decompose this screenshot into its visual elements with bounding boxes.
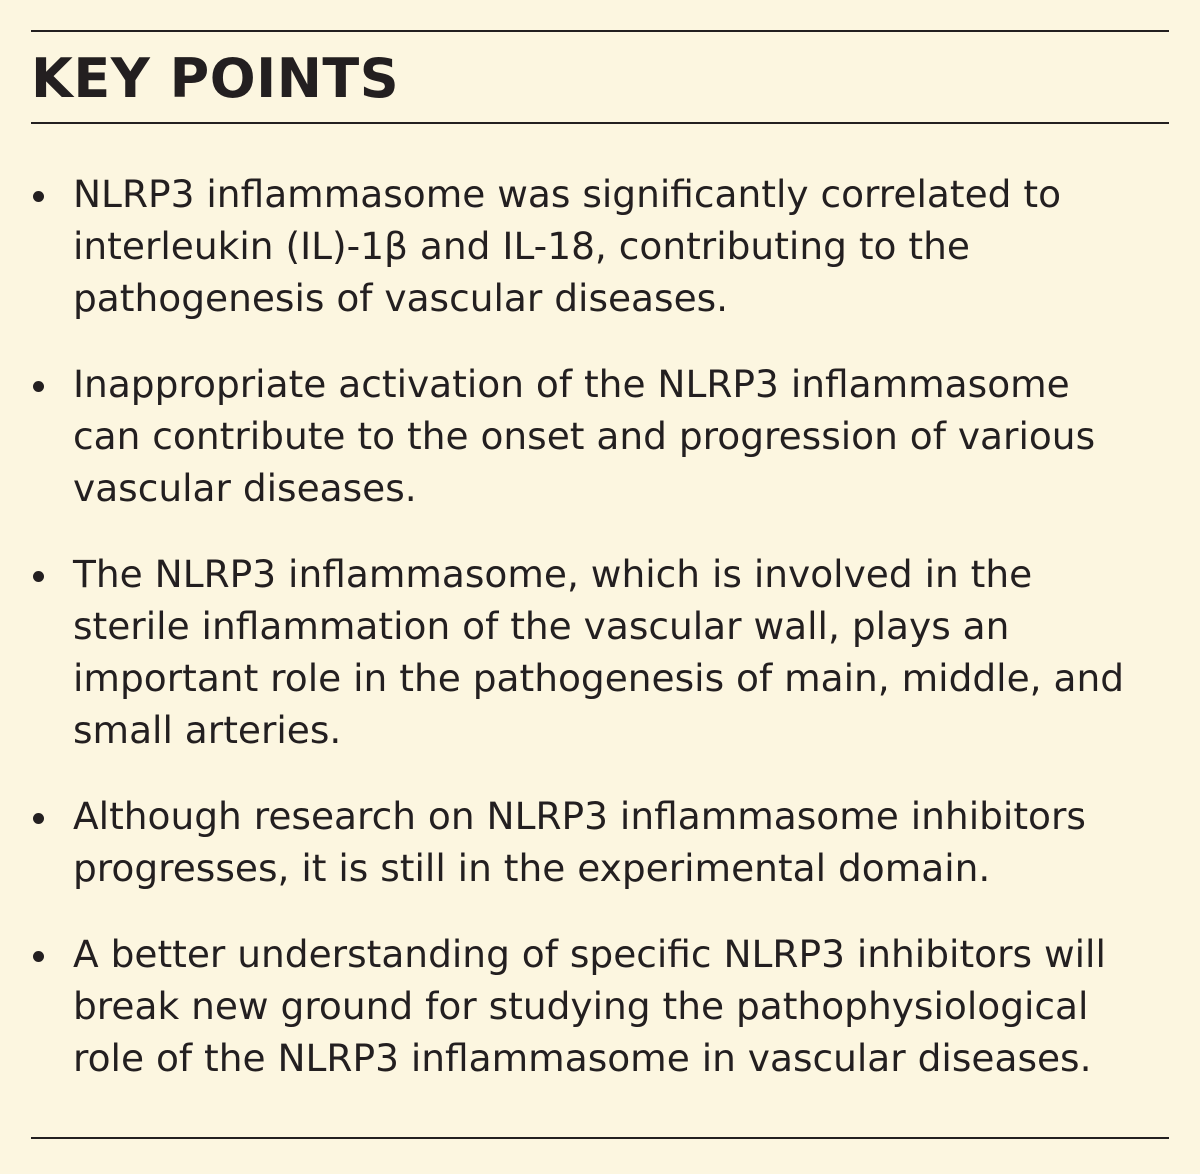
key-point-line: progresses, it is still in the experimental domain. xyxy=(73,846,991,890)
key-point-line: NLRP3 inflammasome was significantly correlated to xyxy=(73,172,1062,216)
key-point-item xyxy=(31,358,1169,514)
key-points-heading: KEY POINTS xyxy=(31,47,400,110)
key-point-line: sterile inflammation of the vascular wall, plays an xyxy=(73,604,1010,648)
bullet-icon xyxy=(33,951,44,962)
key-point-line: The NLRP3 inflammasome, which is involved in the xyxy=(73,552,1033,596)
key-point-line: A better understanding of specific NLRP3 inhibitors will xyxy=(73,932,1106,976)
bullet-icon xyxy=(33,381,44,392)
heading-underline-rule xyxy=(31,122,1169,124)
key-point-line: role of the NLRP3 inflammasome in vascular diseases. xyxy=(73,1036,1092,1080)
bullet-icon xyxy=(33,813,44,824)
key-point-line: pathogenesis of vascular diseases. xyxy=(73,276,729,320)
top-rule xyxy=(31,30,1169,32)
key-points-list xyxy=(31,168,1169,1118)
key-point-line: important role in the pathogenesis of main, middle, and xyxy=(73,656,1125,700)
key-point-item xyxy=(31,168,1169,324)
key-point-line: Inappropriate activation of the NLRP3 inflammasome xyxy=(73,362,1070,406)
key-point-line: small arteries. xyxy=(73,708,342,752)
key-point-item xyxy=(31,790,1169,894)
key-point-line: can contribute to the onset and progression of various xyxy=(73,414,1096,458)
key-point-item xyxy=(31,928,1169,1084)
key-point-line: Although research on NLRP3 inflammasome inhibitors xyxy=(73,794,1086,838)
bullet-icon xyxy=(33,191,44,202)
bottom-rule xyxy=(31,1137,1169,1139)
bullet-icon xyxy=(33,571,44,582)
key-point-line: break new ground for studying the pathophysiological xyxy=(73,984,1089,1028)
key-point-line: vascular diseases. xyxy=(73,466,417,510)
key-point-item xyxy=(31,548,1169,756)
key-point-line: interleukin (IL)-1β and IL-18, contributing to the xyxy=(73,224,970,268)
